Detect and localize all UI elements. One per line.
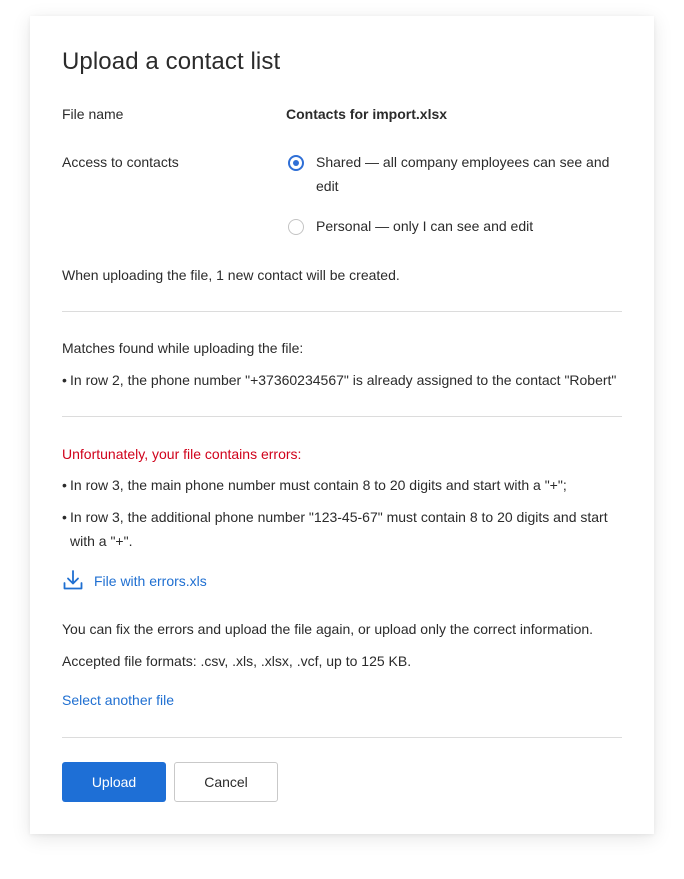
error-item: • In row 3, the main phone number must contain 8 to 20 digits and start with a "+"; bbox=[62, 477, 567, 493]
error-item: • In row 3, the additional phone number "123-45-67" must contain 8 to 20 digits and start with a "+". bbox=[62, 509, 608, 549]
divider bbox=[62, 311, 622, 312]
access-option-shared-label bbox=[316, 150, 609, 198]
access-option-shared-line2: edit bbox=[316, 178, 339, 194]
access-option-personal[interactable] bbox=[288, 218, 533, 238]
download-errors-file-link[interactable] bbox=[62, 569, 207, 591]
match-item-text: In row 2, the phone number "+37360234567" is already assigned to the contact "Robert" bbox=[70, 372, 617, 388]
matches-heading: Matches found while uploading the file: bbox=[62, 340, 304, 356]
errors-heading: Unfortunately, your file contains errors: bbox=[62, 446, 302, 462]
dialog-title: Upload a contact list bbox=[62, 48, 281, 75]
access-option-personal-label: Personal — only I can see and edit bbox=[316, 218, 534, 234]
file-name-value: Contacts for import.xlsx bbox=[286, 106, 448, 122]
divider bbox=[62, 737, 622, 738]
cancel-button[interactable]: Cancel bbox=[174, 762, 278, 802]
error-item-text: In row 3, the main phone number must contain 8 to 20 digits and start with a "+"; bbox=[70, 477, 567, 493]
access-label: Access to contacts bbox=[62, 154, 179, 170]
divider bbox=[62, 416, 622, 417]
upload-contact-list-dialog bbox=[30, 16, 654, 834]
radio-checked-icon[interactable] bbox=[288, 155, 304, 171]
access-option-shared[interactable] bbox=[288, 154, 609, 198]
error-item-text: In row 3, the additional phone number "123-45-67" must contain 8 to 20 digits and start with a "+". bbox=[70, 509, 608, 549]
radio-unchecked-icon[interactable] bbox=[288, 219, 304, 235]
summary-text: When uploading the file, 1 new contact will be created. bbox=[62, 267, 400, 283]
file-name-label: File name bbox=[62, 106, 124, 122]
select-another-file-link[interactable]: Select another file bbox=[62, 692, 175, 708]
match-item: • In row 2, the phone number "+37360234567" is already assigned to the contact "Robert" bbox=[62, 372, 617, 388]
download-icon bbox=[62, 569, 84, 591]
upload-button[interactable]: Upload bbox=[62, 762, 166, 802]
download-errors-file-label[interactable]: File with errors.xls bbox=[94, 573, 207, 589]
fix-note: You can fix the errors and upload the file again, or upload only the correct information. bbox=[62, 621, 594, 637]
formats-note: Accepted file formats: .csv, .xls, .xlsx, .vcf, up to 125 KB. bbox=[62, 653, 412, 669]
access-option-shared-line1: Shared — all company employees can see and bbox=[316, 154, 610, 170]
